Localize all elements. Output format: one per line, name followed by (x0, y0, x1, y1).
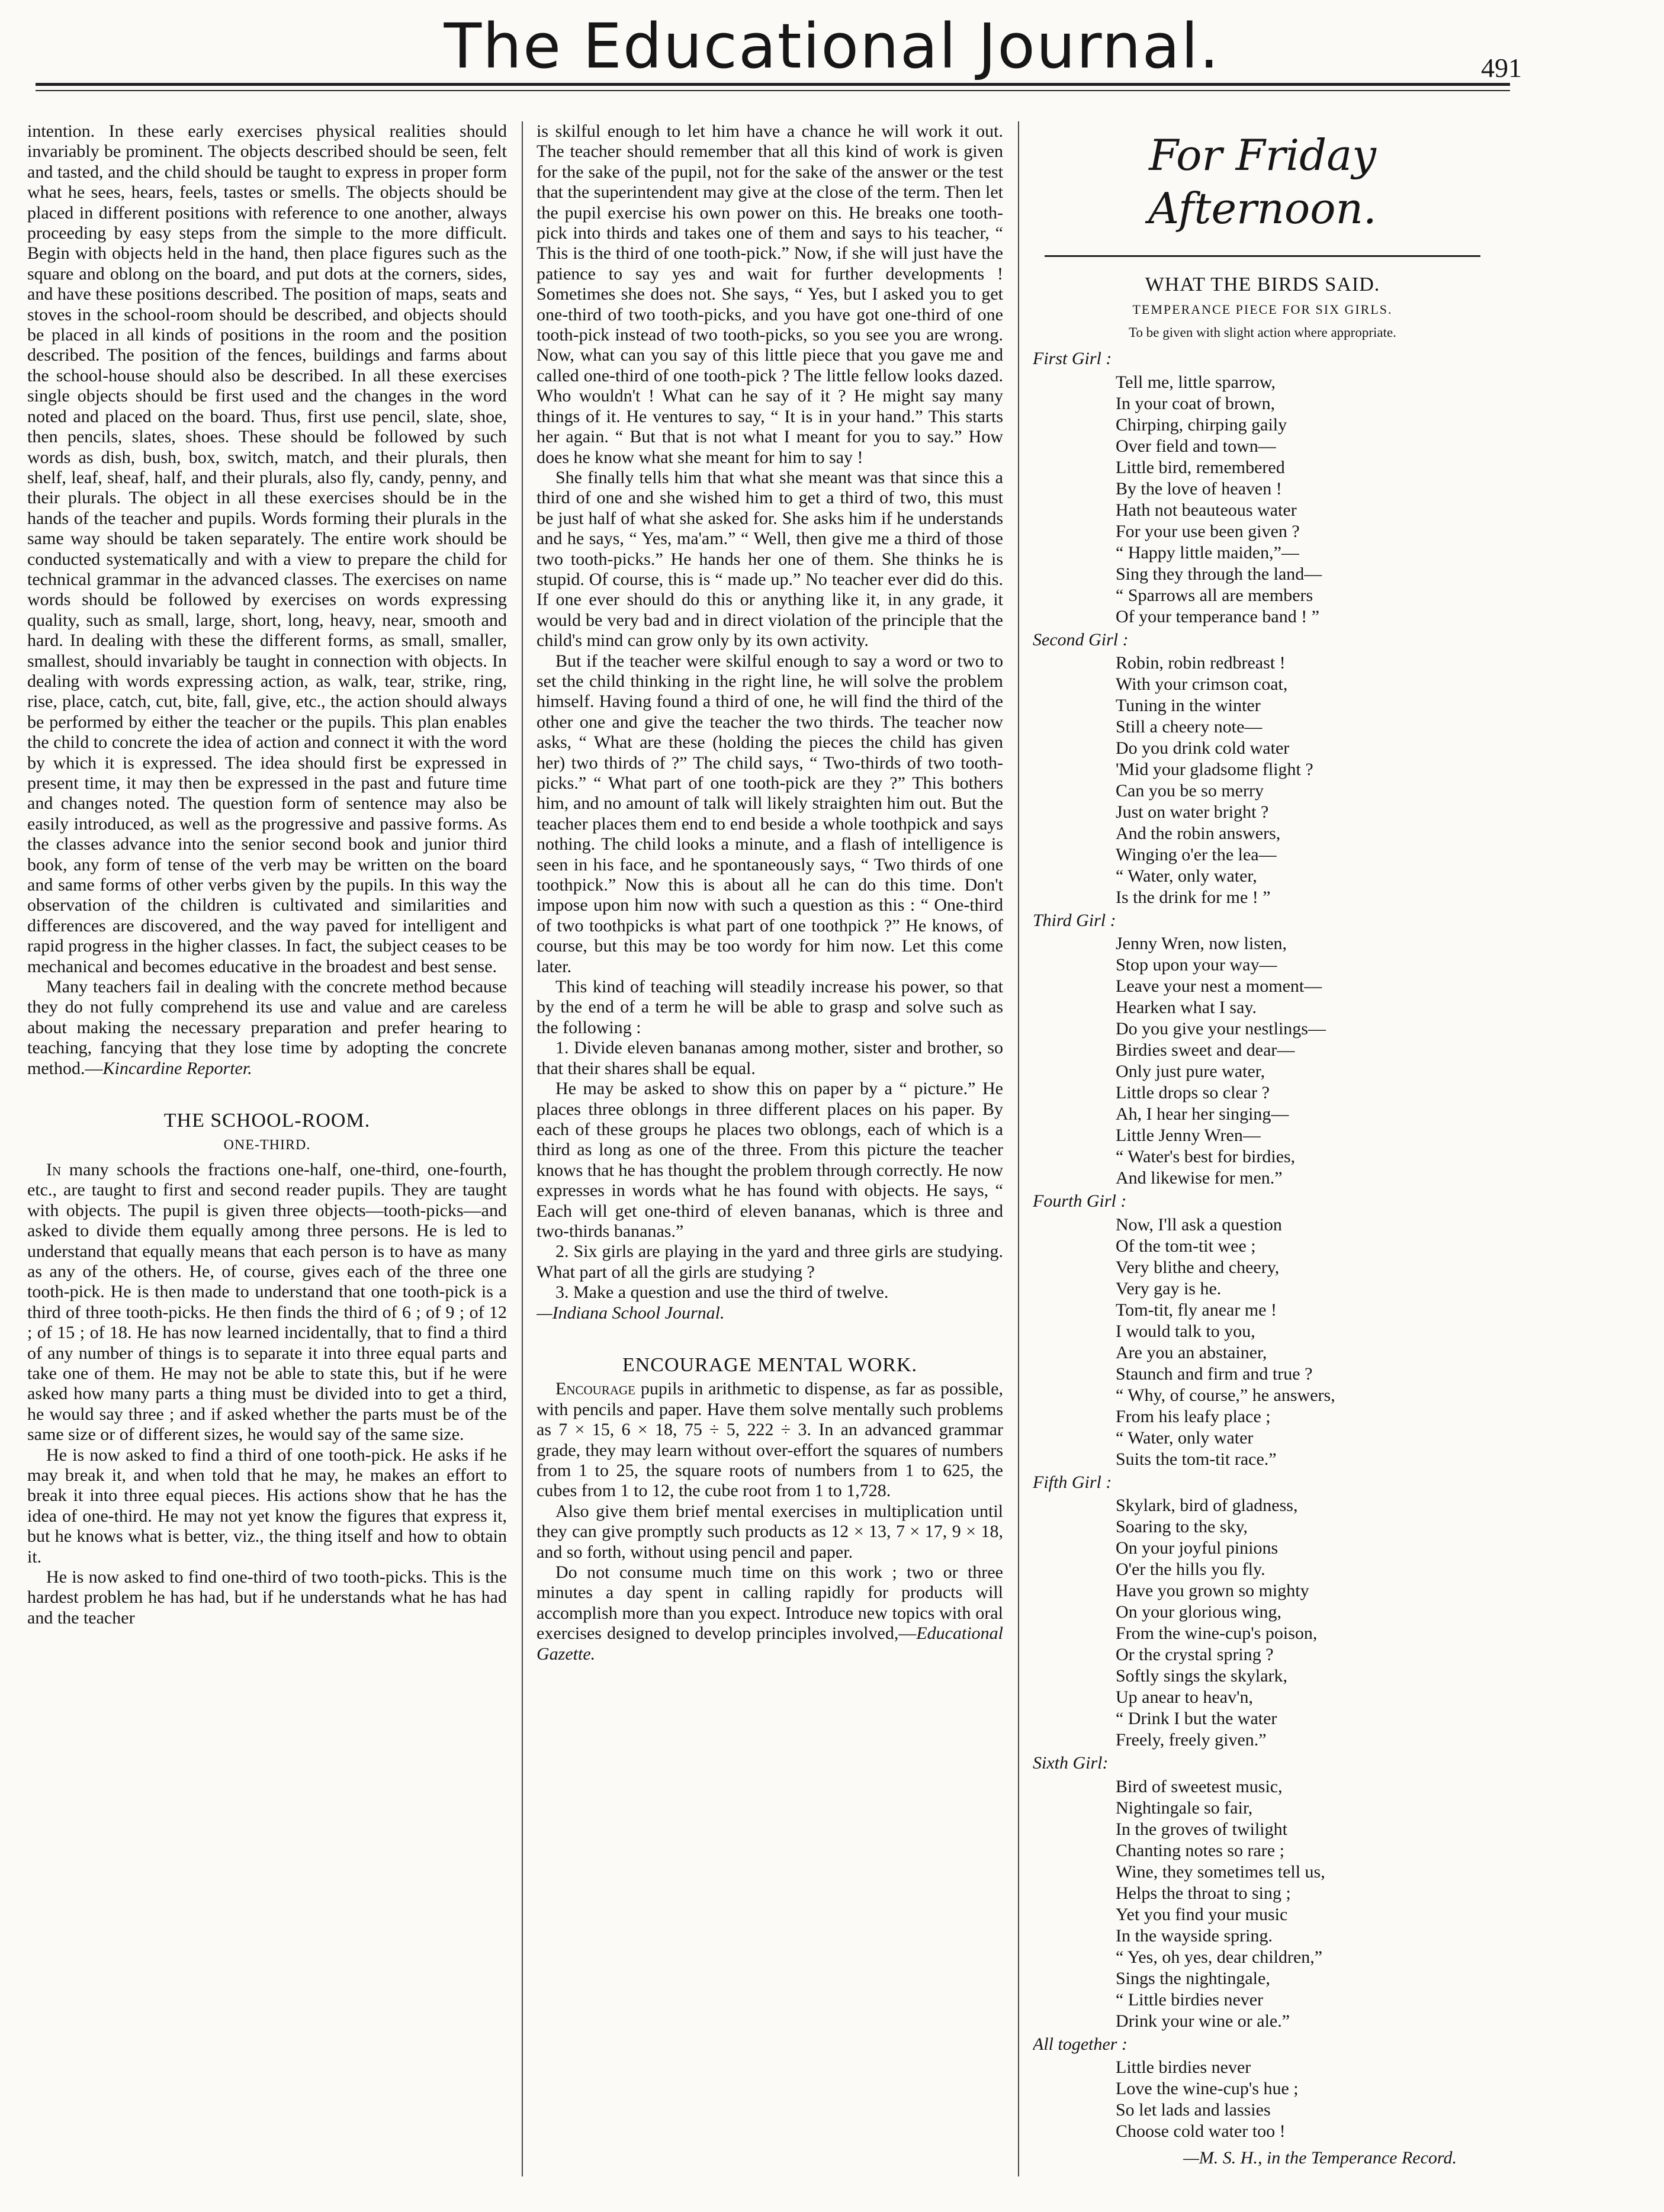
paragraph: This kind of teaching will steadily increase his power, so that by the end of a term he will be able to grasp and solve such as the following : (537, 977, 1003, 1037)
paragraph-text: many schools the fractions one-half, one-third, one-fourth, etc., are taught to first and second reader pupils. They are taught with objects. The pupil is given three objects—tooth-picks—and asked to divide them equally among three persons. He is led to understand that equally means that each person is to have as many as any of the others. He, of course, gives each of the three one tooth-pick. He is then made to understand that one tooth-pick is a third of three tooth-picks. He then finds the third of 6 ; of 9 ; of 12 ; of 15 ; of 18. He has now learned incidentally, that to find a third of any number of things is to separate it into three equal parts and take one of them. He may not be able to state this, but if he were asked how many parts a thing must be divided into to get a third, he would say three ; and if asked whether the parts must be of the same size or of different sizes, he would say of the same size. (27, 1159, 507, 1445)
paragraph: 1. Divide eleven bananas among mother, sister and brother, so that their shares shall be equal. (537, 1038, 1003, 1078)
poem-line: From the wine-cup's poison, (1116, 1623, 1318, 1644)
poem-line: Do you give your nestlings— (1116, 1019, 1326, 1039)
paragraph (537, 1379, 1003, 1501)
poem-stanza (1116, 2057, 1492, 2142)
paragraph (27, 977, 507, 1079)
paragraph-text: Many teachers fail in dealing with the concrete method because they do not fully comprehend its use and value and are careless about making the necessary preparation and prefer hearing to teaching, fancying that they lose time by adopting the concrete method.— (27, 977, 507, 1078)
paragraph-text: Do not consume much time on this work ; two or three minutes a day spent in calling rapidly for products will accomplish more than you expect. Introduce new topics with oral exercises designed to develop principles involved,— (537, 1562, 1003, 1644)
poem-line: Of your temperance band ! ” (1116, 606, 1320, 626)
poem-line: Sing they through the land— (1116, 564, 1322, 584)
poem-line: “ Water, only water (1116, 1427, 1254, 1448)
poem-line: For your use been given ? (1116, 521, 1300, 541)
poem-line: Yet you find your music (1116, 1904, 1288, 1924)
lead-word: In (46, 1159, 62, 1179)
lead-word: Encourage (555, 1379, 635, 1399)
poem-line: By the love of heaven ! (1116, 478, 1282, 499)
poem-line: Helps the throat to sing ; (1116, 1883, 1291, 1903)
paragraph: He is now asked to find a third of one tooth-pick. He asks if he may break it, and when told that he may, he makes an effort to break it into three equal pieces. His actions show that he has the idea of one-third. He may not yet know the figures that express it, but he knows what is better, viz., the thing itself and how to obtain it. (27, 1445, 507, 1567)
poem-speaker: First Girl : (1033, 349, 1112, 369)
masthead (0, 0, 1664, 89)
poem-line: Robin, robin redbreast ! (1116, 653, 1286, 673)
journal-title: The Educational Journal. (444, 10, 1220, 82)
paragraph: 3. Make a question and use the third of twelve. (555, 1282, 889, 1303)
poem-line: Drink your wine or ale.” (1116, 2011, 1290, 2031)
poem-note: To be given with slight action where appropriate. (1129, 324, 1396, 340)
poem-line: In the groves of twilight (1116, 1819, 1287, 1839)
poem-speaker: Sixth Girl: (1033, 1753, 1109, 1773)
paragraph: is skilful enough to let him have a chance he will work it out. The teacher should remember that all this kind of work is given for the sake of the pupil, not for the sake of the answer or the test that the superintendent may give at the close of the term. Then let the pupil exercise his own power on this. He breaks one tooth-pick into thirds and takes one of them and says to his teacher, “ This is the third of one tooth-pick.” Now, if she will just have the patience to say yes and wait for further developments ! Sometimes she does not. She says, “ Yes, but I asked you to get one-third of two tooth-picks, and you have got one-third of one tooth-pick instead of two tooth-picks, so you see you are wrong. Now, what can you say of this little piece that you gave me and called one-third of one tooth-pick ? The little fellow looks dazed. Who wouldn't ! What can he say of it ? He might say many things of it. He ventures to say, “ It is in your hand.” This starts her again. “ But that is not what I meant for you to say.” How does he know what she meant for him to say ! (537, 121, 1003, 467)
poem-line: Tuning in the winter (1116, 696, 1261, 716)
paragraph: 2. Six girls are playing in the yard and three girls are studying. What part of all the girls are studying ? (537, 1242, 1003, 1282)
poem-speaker: Fifth Girl : (1033, 1472, 1112, 1492)
poem-line: O'er the hills you fly. (1116, 1560, 1265, 1580)
poem-line: Chirping, chirping gaily (1116, 414, 1287, 435)
poem-line: Still a cheery note— (1116, 717, 1263, 737)
poem-line: “ Water, only water, (1116, 866, 1257, 886)
poem-line: Little Jenny Wren— (1116, 1126, 1261, 1146)
poem-line: Staunch and firm and true ? (1116, 1364, 1313, 1384)
poem-line: Tell me, little sparrow, (1116, 372, 1276, 392)
poem-line: Up anear to heav'n, (1116, 1687, 1253, 1708)
source-signature: —Indiana School Journal. (537, 1303, 725, 1323)
poem-line: Just on water bright ? (1116, 802, 1269, 822)
column-2 (537, 121, 1003, 2176)
poem-line: And likewise for men.” (1116, 1168, 1283, 1188)
column-3 (1033, 121, 1492, 2176)
paragraph (27, 1160, 507, 1445)
poem-line: Over field and town— (1116, 436, 1276, 456)
poem-line: Hath not beauteous water (1116, 500, 1297, 520)
poem-line: Nightingale so fair, (1116, 1798, 1253, 1818)
poem-line: Very blithe and cheery, (1116, 1257, 1280, 1277)
source-signature: Educational Gazette. (537, 1623, 1003, 1664)
poem-line: Love the wine-cup's hue ; (1116, 2079, 1299, 2099)
poem-line: Little bird, remembered (1116, 457, 1285, 477)
poem-line: So let lads and lassies (1116, 2100, 1271, 2120)
poem-line: “ Why, of course,” he answers, (1116, 1385, 1335, 1405)
poem-line: On your joyful pinions (1116, 1538, 1278, 1558)
poem-line: I would talk to you, (1116, 1321, 1255, 1341)
masthead-rule-thin (36, 90, 1510, 91)
feature-rule (1045, 255, 1480, 257)
poem-line: Bird of sweetest music, (1116, 1776, 1283, 1796)
poem-line: Do you drink cold water (1116, 738, 1290, 758)
poem-line: Very gay is he. (1116, 1278, 1222, 1298)
poem-line: Jenny Wren, now listen, (1116, 934, 1287, 954)
poem-line: Tom-tit, fly anear me ! (1116, 1300, 1277, 1320)
poem-line: Softly sings the skylark, (1116, 1666, 1287, 1686)
poem-line: Birdies sweet and dear— (1116, 1040, 1295, 1060)
paragraph (537, 1562, 1003, 1664)
paragraph: He may be asked to show this on paper by a “ picture.” He places three oblongs in three different places on his paper. By each of these groups he places two oblongs, each of which is a third as long as one of the three. From this picture the teacher knows that he has thought the problem through correctly. He now expresses in words what he has found with objects. He says, “ Each will get one-third of eleven bananas, which is three and two-thirds bananas.” (537, 1079, 1003, 1241)
poem-line: Freely, freely given.” (1116, 1730, 1267, 1750)
paragraph: intention. In these early exercises physical realities should invariably be prominent. The objects described should be seen, felt and tasted, and the child should be taught to express in proper form what he sees, hears, feels, tastes or smells. The objects should be placed in different positions with reference to one another, always proceeding by easy steps from the simple to the more difficult. Begin with objects held in the hand, then place figures such as the square and oblong on the board, and put dots at the corners, sides, and have these positions described. The position of maps, seats and stoves in the school-room should be described, and objects should be placed in all kinds of positions in the room and the position described. The position of the fences, buildings and farms about the school-house should also be described. In all these exercises single objects should be first used and the changes in the word noted and placed on the board. Thus, first use pencil, slate, shoe, then pencils, slates, shoes. These should be followed by such words as dish, bush, box, switch, match, and their plurals, then shelf, leaf, sheaf, half, and their plurals, also fly, candy, penny, and their plurals. The object in all these exercises should be in the hands of the teacher and pupils. Words forming their plurals in the same way should be taken separately. The entire work should be conducted systematically and with a view to prepare the child for technical grammar in the advanced classes. The exercises on name words should be followed by exercises on words expressing quality, such as small, large, short, long, heavy, near, smooth and hard. In dealing with these the different forms, as small, smaller, smallest, should invariably be taught in connection with objects. In dealing with words expressing action, as walk, tear, strike, ring, rise, place, catch, cut, bite, fall, give, etc., the action should always be performed by either the teacher or the pupils. This plan enables the child to concrete the idea of action and connect it with the word by which it is expressed. The idea should first be expressed in present time, it may then be expressed in the past and future time and changes noted. The question form of sentence may also be easily introduced, as well as the progressive and passive forms. As the classes advance into the senior second book and junior third book, any form of tense of the verb may be written on the board and same forms of other verbs given by the pupils. In this way the observation of the children is cultivated and similarities and differences are discovered, and the way paved for intelligent and rapid progress in the higher classes. In fact, the subject ceases to be mechanical and becomes educative in the broadest and best sense. (27, 121, 507, 976)
paragraph: Also give them brief mental exercises in multiplication until they can give promptly such products as 12 × 13, 7 × 17, 9 × 18, and so forth, without using pencil and paper. (537, 1501, 1003, 1562)
paragraph: But if the teacher were skilful enough to say a word or two to set the child thinking in the right line, he will solve the problem himself. Having found a third of one, he will find the third of the other one and give the teacher the two thirds. The teacher now asks, “ What are these (holding the pieces the child has given her) two thirds of ?” The child says, “ Two-thirds of two tooth-picks.” “ What part of one tooth-pick are they ?” This bothers him, and no amount of talk will likely straighten him out. But the teacher places them end to end beside a whole toothpick and says nothing. The child looks a minute, and a flash of intelligence is seen in his face, and he spontaneously says, “ Two thirds of one toothpick.” Now this is about all he can do this time. Don't impose upon him now with such a question as this : “ One-third of two toothpicks is what part of one toothpick ?” He knows, of course, but this may be too wordy for him now. Let this come later. (537, 651, 1003, 976)
source-signature: Kincardine Reporter. (102, 1058, 252, 1078)
section-title: ENCOURAGE MENTAL WORK. (622, 1353, 918, 1376)
poem-line: Little birdies never (1116, 2057, 1251, 2078)
poem-speaker: All together : (1033, 2034, 1127, 2054)
feature-heading: For Friday Afternoon. (1148, 130, 1377, 233)
poem-line: Suits the tom-tit race.” (1116, 1449, 1277, 1469)
poem-stanzas (1033, 349, 1492, 2142)
poem-line: “ Yes, oh yes, dear children,” (1116, 1947, 1323, 1967)
column-divider-2 (1018, 121, 1019, 2176)
poem-line: Leave your nest a moment— (1116, 976, 1322, 996)
poem-line: Skylark, bird of gladness, (1116, 1496, 1298, 1516)
poem-line: With your crimson coat, (1116, 674, 1288, 695)
poem-line: Only just pure water, (1116, 1062, 1265, 1082)
poem-line: “ Sparrows all are members (1116, 585, 1313, 605)
poem-stanza (1116, 652, 1492, 908)
poem-subtitle: TEMPERANCE PIECE FOR SIX GIRLS. (1132, 302, 1393, 317)
paragraph-text: pupils in arithmetic to dispense, as far as possible, with pencils and paper. Have them solve mentally such problems as 7 × 15, 6 × 18, 75 ÷ 5, 222 ÷ 3. In an advanced grammar grade, they may learn without over-effort the squares of numbers from 1 to 25, the square roots of numbers from 1 to 625, the cubes from 1 to 12, the cube root from 1 to 1,728. (537, 1379, 1003, 1501)
poem-line: Or the crystal spring ? (1116, 1645, 1274, 1665)
poem-stanza (1116, 933, 1492, 1189)
poem-line: “ Drink I but the water (1116, 1709, 1277, 1729)
poem-speaker: Fourth Girl : (1033, 1191, 1127, 1211)
poem-stanza (1116, 372, 1492, 628)
poem-line: In the wayside spring. (1116, 1925, 1273, 1946)
paragraph: He is now asked to find one-third of two tooth-picks. This is the hardest problem he has had, but if he understands what he has had and the teacher (27, 1567, 507, 1628)
column-1 (27, 121, 507, 2176)
poem-line: Can you be so merry (1116, 781, 1264, 801)
poem-line: On your glorious wing, (1116, 1602, 1281, 1622)
poem-line: Of the tom-tit wee ; (1116, 1236, 1256, 1256)
poem-line: Winging o'er the lea— (1116, 845, 1277, 865)
poem-attribution: —M. S. H., in the Temperance Record. (1183, 2148, 1457, 2168)
poem-line: “ Happy little maiden,”— (1116, 542, 1299, 562)
poem-line: Ah, I hear her singing— (1116, 1104, 1289, 1124)
poem-speaker: Second Girl : (1033, 629, 1129, 650)
poem-stanza (1116, 1495, 1492, 1751)
poem-line: Stop upon your way— (1116, 955, 1277, 975)
poem-speaker: Third Girl : (1033, 911, 1116, 931)
poem-stanza (1116, 1214, 1492, 1470)
poem-line: Have you grown so mighty (1116, 1581, 1309, 1601)
poem-line: 'Mid your gladsome flight ? (1116, 760, 1313, 780)
poem-line: In your coat of brown, (1116, 393, 1276, 413)
poem-line: Now, I'll ask a question (1116, 1214, 1282, 1234)
page-number: 491 (1481, 53, 1522, 83)
poem-line: Chanting notes so rare ; (1116, 1840, 1284, 1860)
poem-line: “ Little birdies never (1116, 1989, 1264, 2010)
poem-line: Soaring to the sky, (1116, 1517, 1248, 1537)
poem-line: Choose cold water too ! (1116, 2121, 1286, 2142)
poem-line: Is the drink for me ! ” (1116, 888, 1271, 908)
poem-title: WHAT THE BIRDS SAID. (1145, 274, 1380, 295)
poem-line: And the robin answers, (1116, 824, 1281, 844)
poem-line: Are you an abstainer, (1116, 1342, 1267, 1362)
section-subtitle: ONE-THIRD. (223, 1137, 311, 1153)
poem-stanza (1116, 1776, 1492, 2032)
poem-line: Little drops so clear ? (1116, 1083, 1270, 1103)
poem-line: From his leafy place ; (1116, 1406, 1271, 1426)
masthead-rule-thick (36, 83, 1510, 86)
poem-line: “ Water's best for birdies, (1116, 1147, 1296, 1167)
paragraph: She finally tells him that what she meant was that since this a third of one and she wished him to get a third of two, this must be just half of what she asked for. She asks him if he understands and he says, “ Yes, ma'am.” “ Well, then give me a third of those two tooth-picks.” He hands her one of them. She thinks he is stupid. Of course, this is “ made up.” No teacher ever did do this. If one ever should do this or anything like it, in any grade, it would be very bad and in direct violation of the principle that the child's mind can grow only by its own activity. (537, 467, 1003, 651)
poem-line: Wine, they sometimes tell us, (1116, 1861, 1325, 1882)
column-divider-1 (522, 121, 523, 2176)
poem-line: Sings the nightingale, (1116, 1968, 1270, 1988)
poem-line: Hearken what I say. (1116, 998, 1257, 1018)
section-title: THE SCHOOL-ROOM. (163, 1110, 371, 1132)
